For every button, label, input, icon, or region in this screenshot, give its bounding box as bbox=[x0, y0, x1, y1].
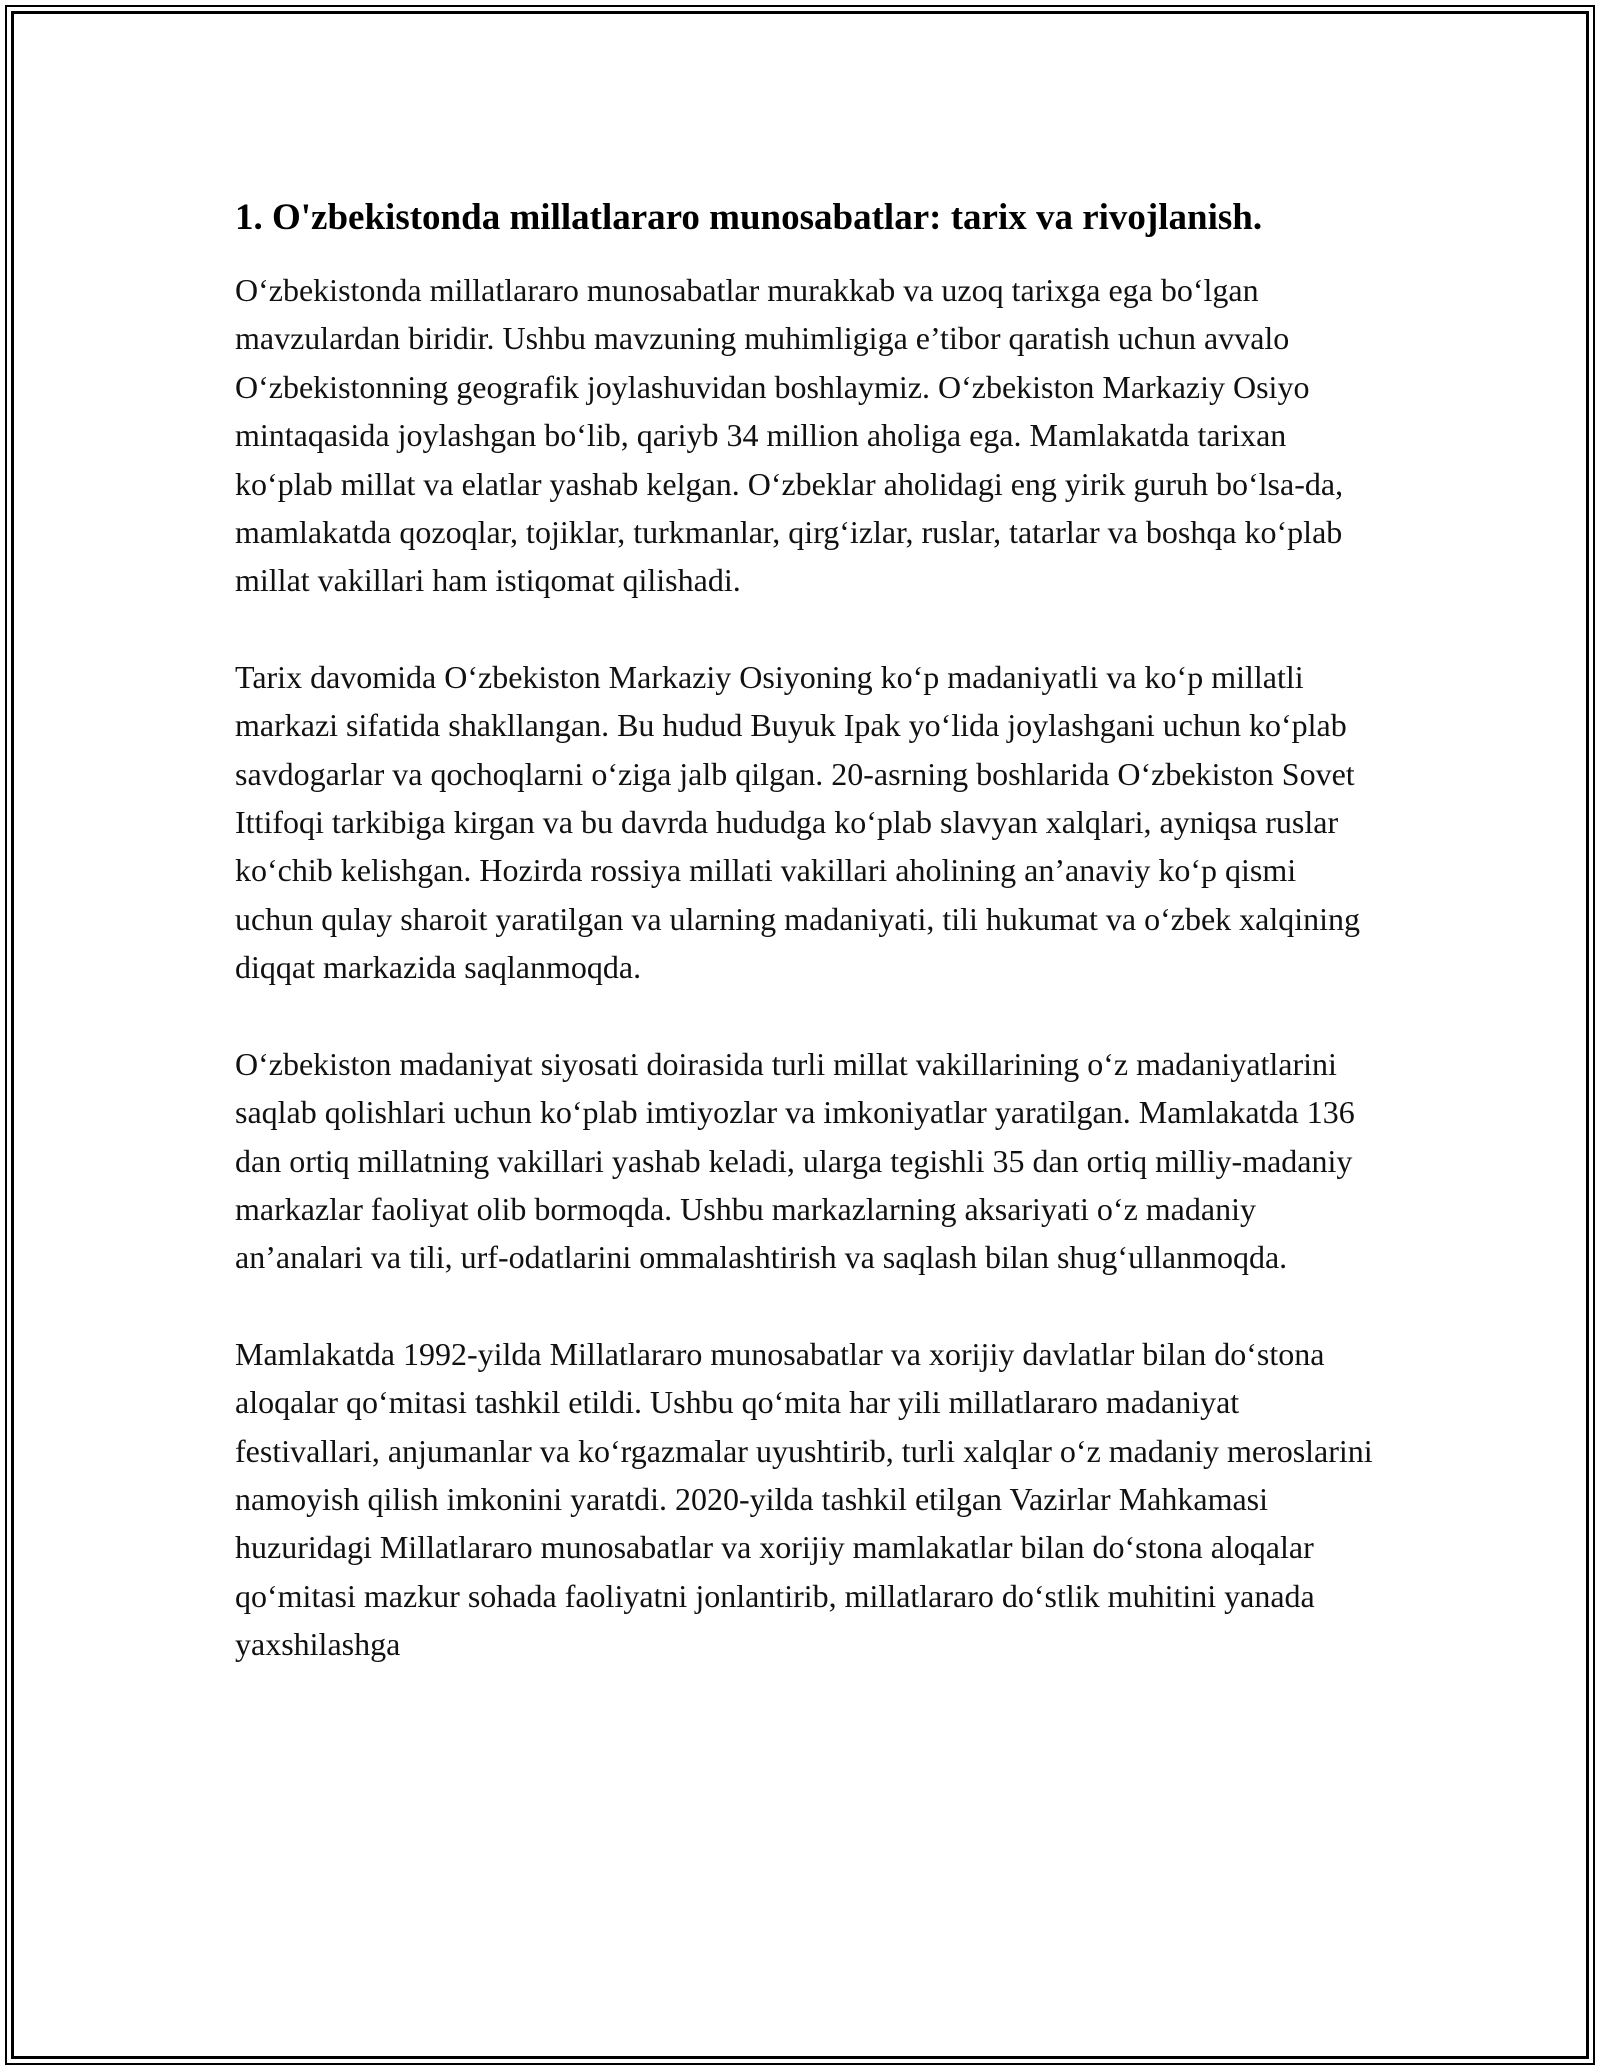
paragraph-2: Tarix davomida O‘zbekiston Markaziy Osiyoning ko‘p madaniyatli va ko‘p millatli markazi sifatida shakllangan. Bu hudud Buyuk Ipak yo‘lida joylashgani uchun ko‘plab savdogarlar va qochoqlarni o‘ziga jalb qilgan. 20-asrning boshlarida O‘zbekiston Sovet Ittifoqi tarkibiga kirgan va bu davrda hududga ko‘plab slavyan xalqlari, ayniqsa ruslar ko‘chib kelishgan. Hozirda rossiya millati vakillari aholining an’anaviy ko‘p qismi uchun qulay sharoit yaratilgan va ularning madaniyati, tili hukumat va o‘zbek xalqining diqqat markazida saqlanmoqda. bbox=[235, 658, 1361, 986]
paragraph-3: O‘zbekiston madaniyat siyosati doirasida turli millat vakillarining o‘z madaniyatlarini saqlab qolishlari uchun ko‘plab imtiyozlar va imkoniyatlar yaratilgan. Mamlakatda 136 dan ortiq millatning vakillari yashab keladi, ularga tegishli 35 dan ortiq milliy-madaniy markazlar faoliyat olib bormoqda. Ushbu markazlarning aksariyati o‘z madaniy an’analari va tili, urf-odatlarini ommalashtirish va saqlash bilan shug‘ullanmoqda. bbox=[235, 1045, 1355, 1276]
document-body bbox=[235, 190, 1375, 1717]
paragraph-4: Mamlakatda 1992-yilda Millatlararo munosabatlar va xorijiy davlatlar bilan do‘stona aloqalar qo‘mitasi tashkil etildi. Ushbu qo‘mita har yili millatlararo madaniyat festivallari, anjumanlar va ko‘rgazmalar uyushtirib, turli xalqlar o‘z madaniy meroslarini namoyish qilish imkonini yaratdi. 2020-yilda tashkil etilgan Vazirlar Mahkamasi huzuridagi Millatlararo munosabatlar va xorijiy mamlakatlar bilan do‘stona aloqalar qo‘mitasi mazkur sohada faoliyatni jonlantirib, millatlararo do‘stlik muhitini yanada yaxshilashga bbox=[235, 1335, 1373, 1663]
paragraph-1: O‘zbekistonda millatlararo munosabatlar murakkab va uzoq tarixga ega bo‘lgan mavzulardan biridir. Ushbu mavzuning muhimligiga e’tibor qaratish uchun avvalo O‘zbekistonning geografik joylashuvidan boshlaymiz. O‘zbekiston Markaziy Osiyo mintaqasida joylashgan bo‘lib, qariyb 34 million aholiga ega. Mamlakatda tarixan ko‘plab millat va elatlar yashab kelgan. O‘zbeklar aholidagi eng yirik guruh bo‘lsa-da, mamlakatda qozoqlar, tojiklar, turkmanlar, qirg‘izlar, ruslar, tatarlar va boshqa ko‘plab millat vakillari ham istiqomat qilishadi. bbox=[235, 272, 1344, 599]
section-heading: 1. O'zbekistonda millatlararo munosabatlar: tarix va rivojlanish. bbox=[235, 197, 1263, 238]
